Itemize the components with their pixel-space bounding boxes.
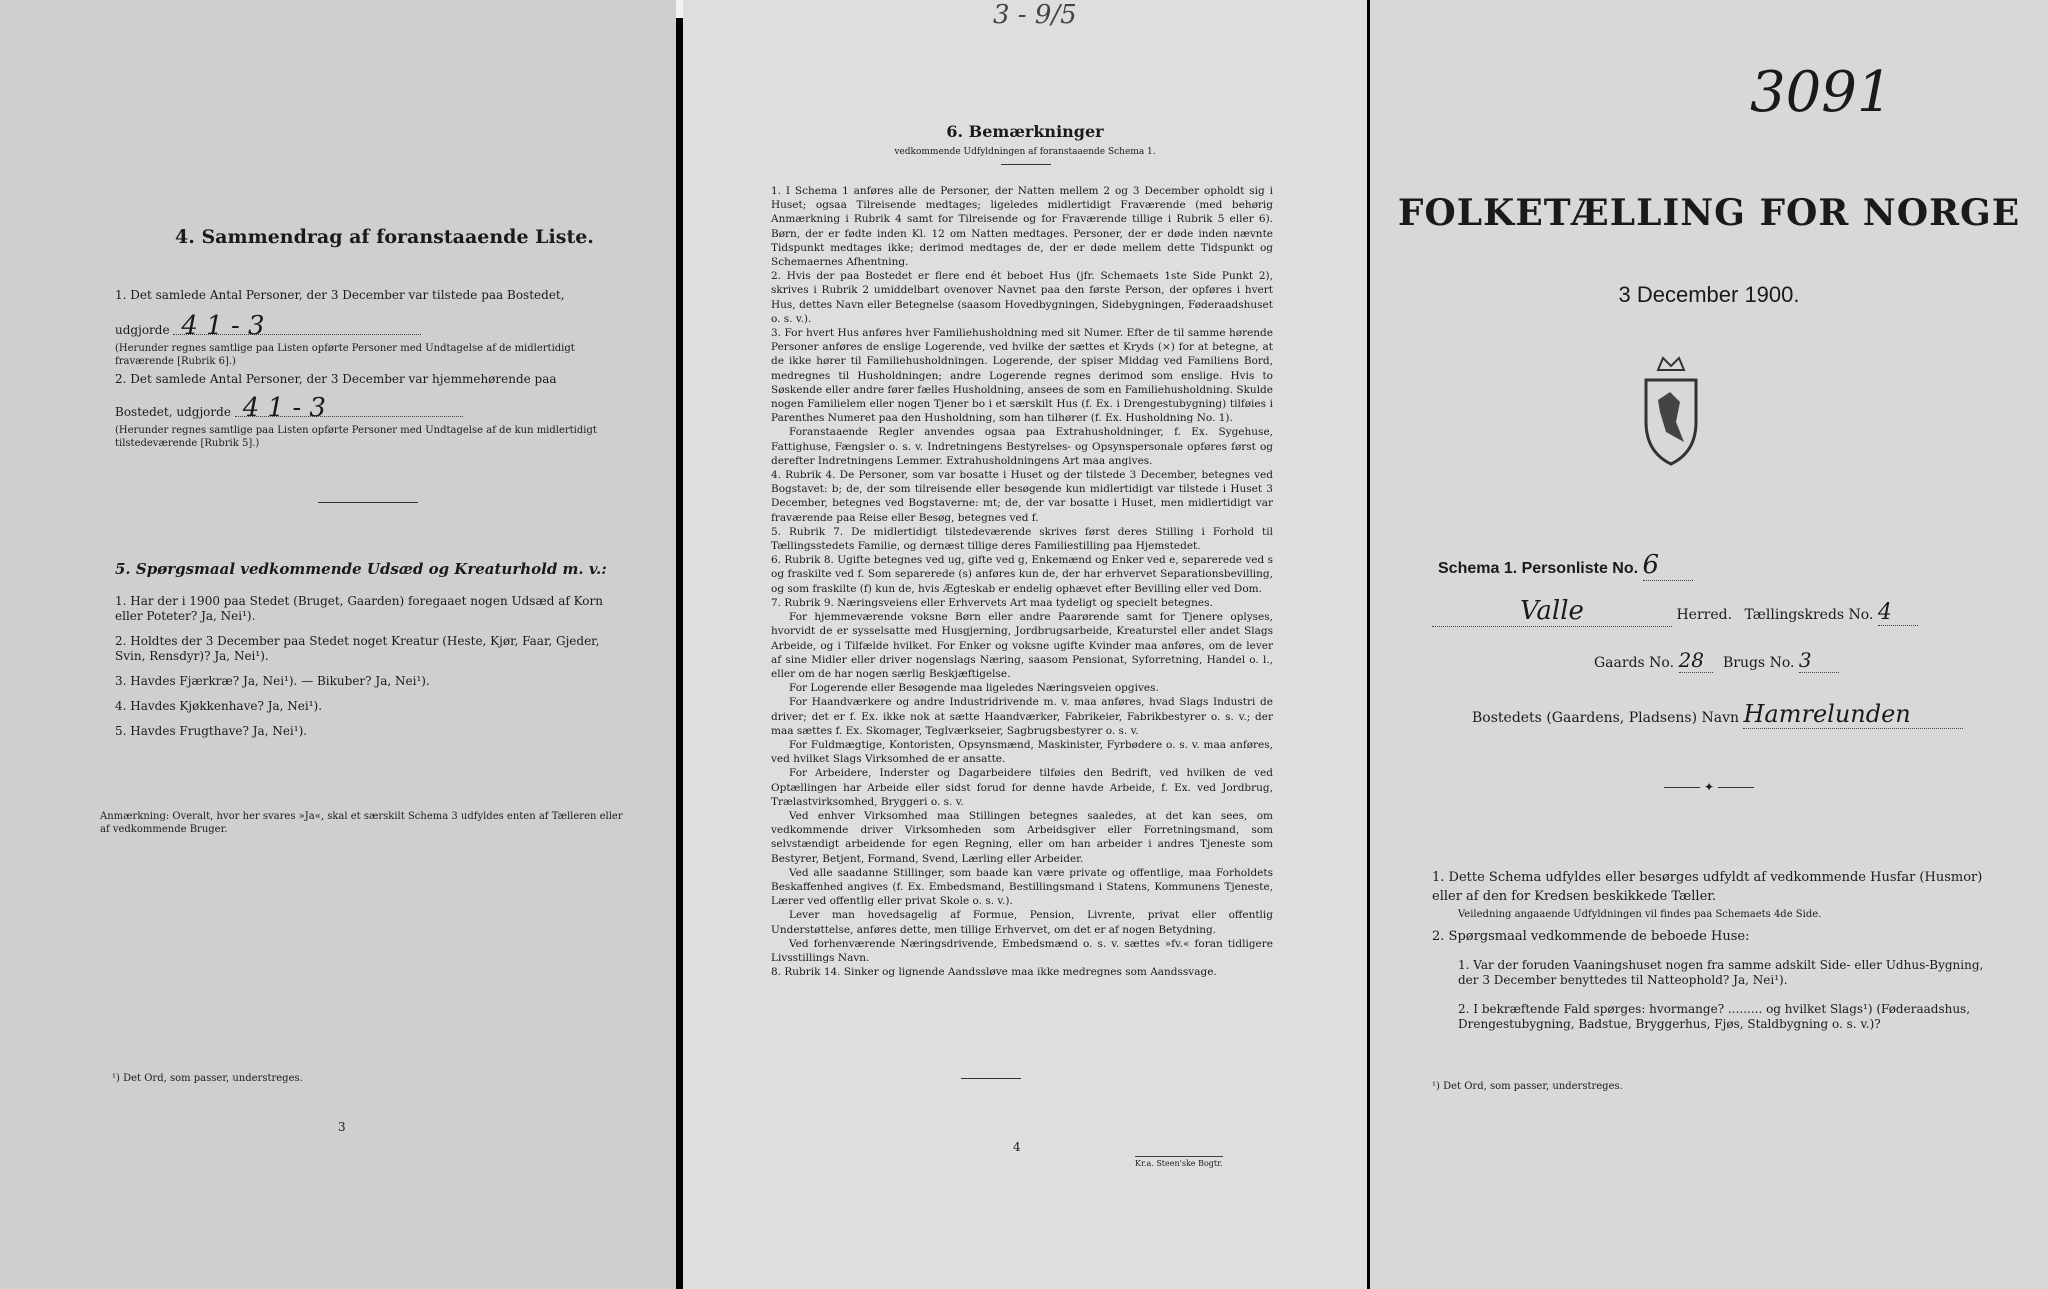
footnote: ¹) Det Ord, som passer, understreges. <box>1432 1081 1623 1092</box>
remark: Ved enhver Virksomhed maa Stillingen betegnes saaledes, at det kan sees, om vedkommende driver Virksomheden som Arbeidsgiver eller Forretningsmand, som selvstændigt arbeidende for egen Regning, eller om han arbeider i andres Tjeneste som Bestyrer, Betjent, Formand, Svend, Lærling eller Arbeider. <box>771 809 1273 865</box>
remarks-subtitle: vedkommende Udfyldningen af foranstaaende Schema 1. <box>894 147 1156 157</box>
remark: For Haandværkere og andre Industridrivende m. v. maa anføres, hvad Slags Industri de driver; det er f. Ex. ikke nok at sætte Haandværker, Fabrikeier, Fabrikbestyrer o. s. v.; der maa sættes f. Ex. Skomager, Teglværkseier, Sagbrugsbestyrer o. s. v. <box>771 696 1273 737</box>
footnote: ¹) Det Ord, som passer, understreges. <box>112 1073 303 1084</box>
instruction-2-q1: 1. Var der foruden Vaaningshuset nogen fra samme adskilt Side- eller Udhus-Bygning, der 3 December benyttedes til Natteophold? Ja, Nei¹). <box>1458 958 1984 987</box>
remark: 1. I Schema 1 anføres alle de Personer, der Natten mellem 2 og 3 December opholdt sig i Huset; ogsaa Tilreisende medtages; ligeledes midlertidigt Fraværende (med behørig Anmærkning i Rubrik 4 samt for Tilreisende og for Fraværende tillige i Rubrik 5 eller 6). Børn, der er fødte inden Kl. 12 om Natten medtages. Personer, der er døde inden nævnte Tidspunkt medtages ikke; derimod medtages de, der er døde mellem dette Tidspunkt og Schemaernes Afhentning. <box>771 185 1273 269</box>
instructions <box>1432 868 1987 1032</box>
divider <box>1001 164 1051 165</box>
remarks-title: 6. Bemærkninger <box>946 122 1104 141</box>
sec4-item1 <box>115 288 630 368</box>
remark: Lever man hovedsagelig af Formue, Pension, Livrente, privat eller offentlig Understøttelse, anføres dette, men tillige Erhvervet, om det er af nogen Betydning. <box>771 909 1273 936</box>
remark: 3. For hvert Hus anføres hver Familiehusholdning med sit Numer. Efter de til samme hørende Personer anføres de enslige Logerende, ved hvilke der sættes et Kryds (×) for at betegne, at de ikke hører til Familiehusholdningen. Logerende, der spiser Middag ved Familiens Bord, medregnes til Husholdningen; andre Logerende regnes derimod som enslige. Hvis to Søskende eller andre fører fælles Husholdning, ansees de som en Familiehusholdning. Skulde nogen Familielem eller nogen Tjener bo i et særskilt Hus (f. Ex. i Drengestubygning) tilføies i Parenthes Numeret paa den Husholdning, som han tilhører (f. Ex. Husholdning No. 1). <box>771 327 1273 425</box>
question-3: 3. Havdes Fjærkræ? Ja, Nei¹). — Bikuber? Ja, Nei¹). <box>115 674 430 688</box>
instruction-1: 1. Dette Schema udfyldes eller besørges udfyldt af vedkommende Husfar (Husmor) eller af den for Kredsen beskikkede Tæller. <box>1432 870 1983 904</box>
page-number: 4 <box>1013 1140 1021 1154</box>
remark: 6. Rubrik 8. Ugifte betegnes ved ug, gifte ved g, Enkemænd og Enker ved e, separerede ved s og fraskilte ved f. Som separerede (s) anføres kun de, der har erhvervet Separationsbevilling, og som fraskilte (f) kun de, hvis Ægteskab er endelig ophævet efter Bevilling eller ved Dom. <box>771 554 1273 595</box>
remark: 4. Rubrik 4. De Personer, som var bosatte i Huset og der tilstede 3 December, betegnes ved Bogstavet: b; de, der som tilreisende eller besøgende kun midlertidigt var tilstede i Huset 3 December, betegnes ved Bogstaverne: mt; de, der var bosatte i Huset, men midlertidigt var fraværende paa Reise eller Besøg, betegnes ved f. <box>771 469 1273 524</box>
printer-imprint: Kr.a. Steen'ske Bogtr. <box>1135 1156 1223 1168</box>
question-4: 4. Havdes Kjøkkenhave? Ja, Nei¹). <box>115 699 323 713</box>
census-date: 3 December 1900. <box>1618 282 1800 307</box>
instruction-2-q2: 2. I bekræftende Fald spørges: hvormange? ......... og hvilket Slags¹) (Føderaadshus, Drengestubygning, Badstue, Bryggerhus, Fjøs, Staldbygning o. s. v.)? <box>1458 1002 1971 1031</box>
brug-label: Brugs No. <box>1722 655 1795 671</box>
schema-line <box>1438 550 1693 581</box>
brug-value: 3 <box>1799 648 1839 673</box>
sec5-title: 5. Spørgsmaal vedkommende Udsæd og Kreaturhold m. v.: <box>115 560 607 578</box>
instruction-2: 2. Spørgsmaal vedkommende de beboede Huse: <box>1432 929 1750 944</box>
kreds-label: Tællingskreds No. <box>1744 607 1874 623</box>
sec4-title: 4. Sammendrag af foranstaaende Liste. <box>175 226 594 248</box>
bosted-value: Hamrelunden <box>1743 700 1963 729</box>
herred-line <box>1432 596 1992 627</box>
remark: 2. Hvis der paa Bostedet er flere end ét beboet Hus (jfr. Schemaets 1ste Side Punkt 2), skrives i Rubrik 2 umiddelbart ovenover Navnet paa den første Person, der opføres i hvert Hus, dettes Navn eller Betegnelse (saasom Hovedbygningen, Sidebygningen, Føderaadshuset o. s. v.). <box>771 270 1273 325</box>
herred-value: Valle <box>1432 596 1672 627</box>
item1-line: 1. Det samlede Antal Personer, der 3 December var tilstede paa Bostedet, <box>115 288 565 302</box>
left-page <box>0 0 676 1289</box>
item2-note: (Herunder regnes samtlige paa Listen opførte Personer med Undtagelse af de kun midlertidigt tilstedeværende [Rubrik 5].) <box>115 425 597 449</box>
ornament-icon: ✦ <box>1703 780 1715 794</box>
remark: 5. Rubrik 7. De midlertidigt tilstedeværende skrives først deres Stilling i Forhold til Tællingsstedets Familie, og dernæst tillige deres Familiestilling paa Hjemstedet. <box>771 525 1273 553</box>
item1-prefix: udgjorde <box>115 323 170 337</box>
herred-label: Herred. <box>1676 607 1733 623</box>
remark: For Fuldmægtige, Kontoristen, Opsynsmænd, Maskinister, Fyrbødere o. s. v. maa anføres, ved hvilket Slags Virksomhed de er ansatte. <box>771 738 1273 766</box>
remark: Ved alle saadanne Stillinger, som baade kan være private og offentlige, maa Forholdets Beskaffenhed angives (f. Ex. Embedsmand, Bestillingsmand i Statens, Kommunens Tjeneste, Lærer ved offentlig eller privat Skole o. s. v.). <box>771 866 1273 908</box>
question-1: 1. Har der i 1900 paa Stedet (Bruget, Gaarden) foregaaet nogen Udsæd af Korn eller Poteter? Ja, Nei¹). <box>115 594 603 623</box>
kreds-value: 4 <box>1878 600 1918 626</box>
bosted-label: Bostedets (Gaardens, Pladsens) Navn <box>1472 710 1740 726</box>
item2-prefix: Bostedet, udgjorde <box>115 405 231 419</box>
gaard-value: 28 <box>1679 648 1713 673</box>
census-title: FOLKETÆLLING FOR NORGE <box>1397 192 2021 234</box>
item2-line: 2. Det samlede Antal Personer, der 3 December var hjemmehørende paa <box>115 372 557 386</box>
instruction-1-note: Veiledning angaaende Udfyldningen vil findes paa Schemaets 4de Side. <box>1458 909 1822 920</box>
schema-label: Schema 1. Personliste No. <box>1438 560 1639 577</box>
question-5: 5. Havdes Frugthave? Ja, Nei¹). <box>115 724 308 738</box>
gaard-label: Gaards No. <box>1594 655 1675 671</box>
remark: Foranstaaende Regler anvendes ogsaa paa Extrahusholdninger, f. Ex. Sygehuse, Fattighuse, Fængsler o. s. v. Indretningens Bestyrelses- og Opsynspersonale opføres først og derefter Indretningens Lemmer. Extrahusholdningens Art maa angives. <box>771 426 1273 467</box>
divider <box>961 1078 1021 1079</box>
gaard-line <box>1594 648 1839 673</box>
middle-page <box>683 0 1367 1289</box>
remark: Ved forhenværende Næringsdrivende, Embedsmænd o. s. v. sættes »fv.« foran tidligere Livsstillings Navn. <box>771 937 1273 964</box>
bosted-line <box>1472 700 1963 729</box>
right-page <box>1370 0 2048 1289</box>
page-number: 3 <box>338 1120 346 1134</box>
sec5-questions <box>115 594 630 739</box>
anmaerkning: Anmærkning: Overalt, hvor her svares »Ja«, skal et særskilt Schema 3 udfyldes enten af Tælleren eller af vedkommende Bruger. <box>100 811 623 835</box>
question-2: 2. Holdtes der 3 December paa Stedet noget Kreatur (Heste, Kjør, Faar, Gjeder, Svin, Rensdyr)? Ja, Nei¹). <box>115 634 600 663</box>
remark: For Logerende eller Besøgende maa ligeledes Næringsveien opgives. <box>789 682 1159 695</box>
item2-value: 4 1 - 3 <box>235 401 463 417</box>
item1-value: 4 1 - 3 <box>173 319 421 335</box>
remarks-body <box>771 184 1273 979</box>
norway-coat-of-arms-icon <box>1636 352 1706 472</box>
remark: For hjemmeværende voksne Børn eller andre Paarørende samt for Tjenere oplyses, hvorvidt de er sysselsatte med Husgjerning, Jordbrugsarbeide, Kreaturstel eller andet Slags Arbeide, og i Tilfælde hvilket. For Enker og voksne ugifte Kvinder maa anføres, om de lever af sine Midler eller driver nogenslags Næring, saasom Pensionat, Syforretning, Handel o. l., eller om de har nogen særlig Beskjæftigelse. <box>771 611 1273 680</box>
item1-note: (Herunder regnes samtlige paa Listen opførte Personer med Undtagelse af de midlertidigt fraværende [Rubrik 6].) <box>115 343 575 367</box>
remark: 7. Rubrik 9. Næringsveiens eller Erhvervets Art maa tydeligt og specielt betegnes. <box>771 596 1213 609</box>
schema-number: 6 <box>1643 550 1693 581</box>
top-handwriting: 3 - 9/5 <box>993 0 1077 30</box>
ornament <box>1370 780 2048 794</box>
remark: For Arbeidere, Inderster og Dagarbeidere tilføies den Bedrift, ved hvilken de ved Optællingen har Arbeide eller sidst forud for denne havde Arbeide, f. Ex. ved Jordbrug, Trælastvirksomhed, Bryggeri o. s. v. <box>771 767 1273 808</box>
reference-number: 3091 <box>1750 60 1893 125</box>
remark: 8. Rubrik 14. Sinker og lignende Aandssløve maa ikke medregnes som Aandssvage. <box>771 966 1217 979</box>
sec4-item2 <box>115 372 630 450</box>
divider <box>318 502 418 503</box>
